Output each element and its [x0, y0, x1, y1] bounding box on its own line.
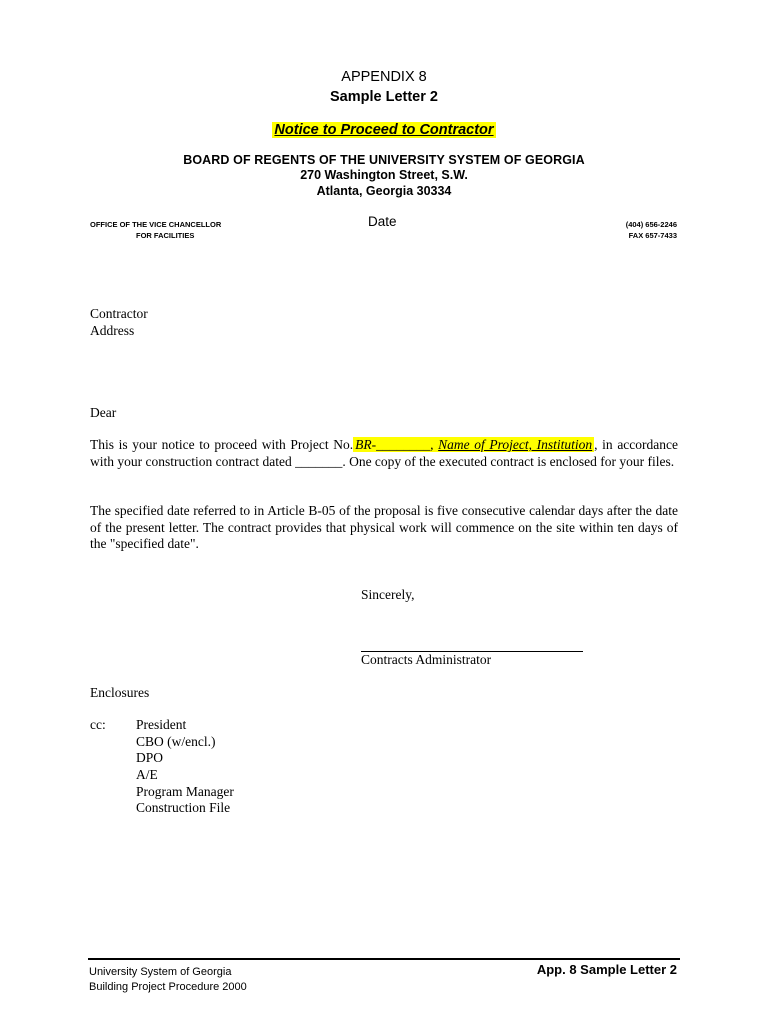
project-comma: ,: [430, 437, 434, 452]
recipient-address: [90, 306, 678, 339]
footer-line-2: Building Project Procedure 2000: [89, 980, 247, 993]
para1-suffix: , in accordance with your construction contract dated _______. One copy of the executed contract is enclosed for your files.: [90, 437, 679, 469]
closing: Sincerely,: [361, 587, 415, 602]
footer-page-label: App. 8 Sample Letter 2: [536, 962, 677, 977]
phone-number: (404) 656-2246: [625, 220, 677, 229]
cc-item: Program Manager: [136, 783, 234, 799]
recipient-line-2: Address: [90, 322, 135, 338]
board-name: BOARD OF REGENTS OF THE UNIVERSITY SYSTEM OF GEORGIA: [183, 153, 585, 167]
office-block: [90, 219, 221, 241]
enclosures-label: Enclosures: [90, 685, 150, 700]
board-street: 270 Washington Street, S.W.: [300, 168, 468, 182]
cc-item: Construction File: [136, 800, 231, 816]
appendix-title: APPENDIX 8: [341, 69, 427, 85]
paragraph-2: The specified date referred to in Article B-05 of the proposal is five consecutive calendar days after the date of the present letter. The contract provides that physical work will commence on the site within ten days of the "specified date".: [90, 503, 678, 552]
sample-letter-title: Sample Letter 2: [330, 89, 438, 105]
board-city: Atlanta, Georgia 30334: [316, 184, 452, 198]
cc-label: cc:: [90, 717, 106, 732]
salutation: Dear: [90, 405, 117, 420]
para1-prefix: This is your notice to proceed with Project No.: [90, 437, 354, 452]
footer-rule: [88, 958, 680, 960]
office-line-1: OFFICE OF THE VICE CHANCELLOR: [90, 220, 222, 229]
cc-item: DPO: [136, 750, 164, 766]
cc-item: CBO (w/encl.): [136, 733, 216, 749]
cc-item: President: [136, 717, 187, 732]
project-name: Name of Project, Institution: [438, 437, 593, 452]
office-line-2: FOR FACILITIES: [136, 231, 195, 240]
project-number-field: [353, 437, 594, 452]
recipient-line-1: Contractor: [90, 306, 148, 321]
project-number: BR-________: [355, 437, 431, 452]
cc-item: A/E: [136, 767, 158, 783]
footer-line-1: University System of Georgia: [89, 966, 232, 978]
footer-left: [89, 965, 247, 994]
cc-list: [136, 717, 234, 817]
notice-highlight: Notice to Proceed to Contractor: [274, 122, 494, 138]
notice-title: [0, 122, 768, 138]
signature-title: Contracts Administrator: [361, 652, 492, 667]
phone-block: [626, 219, 677, 241]
date-label: Date: [368, 214, 397, 229]
paragraph-1: [90, 437, 678, 470]
fax-number: FAX 657-7433: [628, 231, 677, 240]
